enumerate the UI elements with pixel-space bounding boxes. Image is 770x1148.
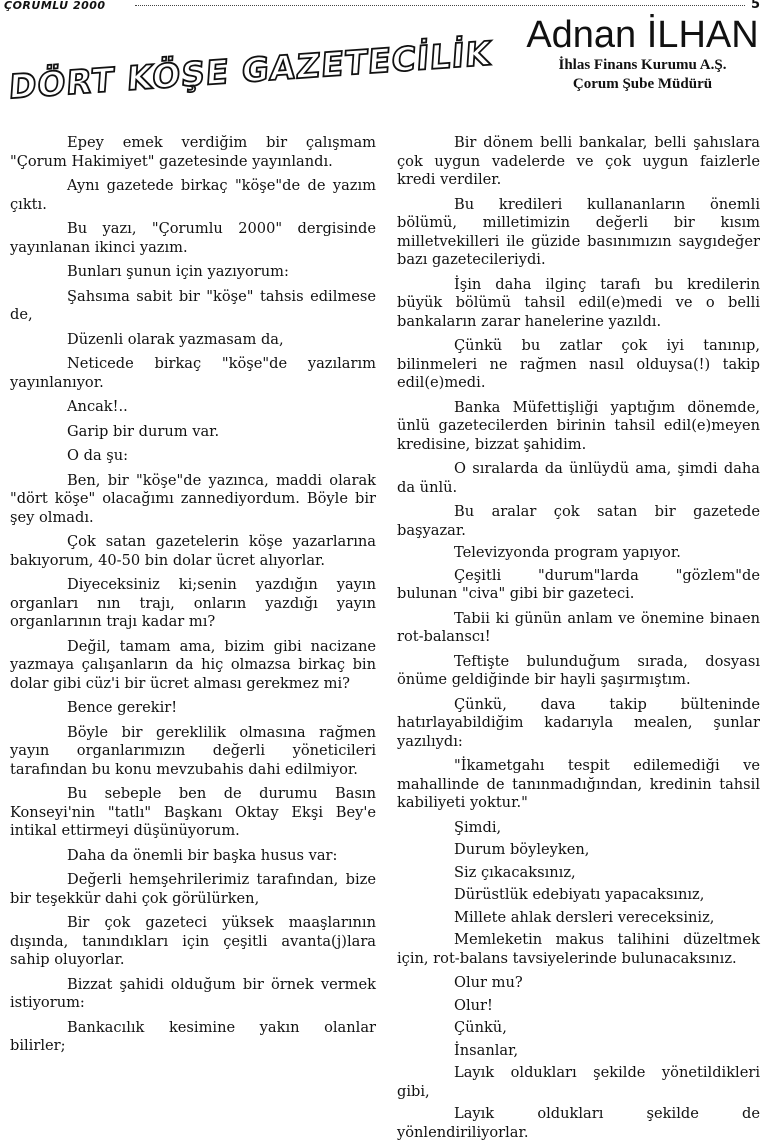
paragraph: Değil, tamam ama, bizim gibi nacizane yazmaya çalışanların da hiç olmazsa birkaç bin dolar gibi cüz'i bir ücret alması gerekmez mi? bbox=[10, 637, 376, 692]
paragraph: Bence gerekir! bbox=[67, 699, 178, 716]
paragraph: Daha da önemli bir başka husus var: bbox=[67, 846, 338, 864]
paragraph: Bu sebeple ben de durumu Basın Konseyi'nin "tatlı" Başkanı Oktay Ekşi Bey'e intikal ettirmeyi düşünüyorum. bbox=[10, 785, 376, 839]
paragraph: Millete ahlak dersleri vereceksiniz, bbox=[454, 908, 715, 926]
paragraph: Neticede birkaç "köşe"de yazılarım yayınlanıyor. bbox=[10, 355, 376, 391]
paragraph: Düzenli olarak yazmasam da, bbox=[67, 330, 284, 348]
paragraph: O sıralarda da ünlüydü ama, şimdi daha da ünlü. bbox=[397, 460, 760, 496]
paragraph: Bizzat şahidi olduğum bir örnek vermek istiyorum: bbox=[10, 975, 376, 1011]
paragraph: Çünkü bu zatlar çok iyi tanınıp, bilinmeleri ne rağmen nasıl olduysa(!) takip edil(e)medi. bbox=[397, 337, 760, 391]
paragraph: Bu yazı, "Çorumlu 2000" dergisinde yayınlanan ikinci yazım. bbox=[10, 220, 376, 256]
paragraph: Diyeceksiniz ki;senin yazdığın yayın organları nın trajı, onların yazdığı yayın organlarının trajı kadar mı? bbox=[10, 576, 376, 630]
paragraph: Garip bir durum var. bbox=[67, 422, 220, 440]
right-column bbox=[397, 134, 760, 1148]
paragraph: Dürüstlük edebiyatı yapacaksınız, bbox=[454, 886, 705, 903]
paragraph: Bunları şunun için yazıyorum: bbox=[67, 263, 289, 280]
logo-text: DÖRT KÖŞE GAZETECİLİK bbox=[7, 33, 494, 107]
author-block bbox=[515, 14, 770, 94]
header-dotted-rule bbox=[135, 5, 745, 6]
paragraph: Memleketin makus talihini düzeltmek için, rot-balans tavsiyelerinde bulunacaksınız. bbox=[397, 931, 760, 967]
paragraph: "İkametgahı tespit edilemediği ve mahallinde de tanınmadığından, kredinin tahsil kabiliyeti yoktur." bbox=[397, 757, 760, 811]
paragraph: Banka Müfettişliği yaptığım dönemde, ünlü gazetecilerden birinin tahsil edil(e)meyen kredisine, bizzat şahidim. bbox=[397, 398, 760, 453]
paragraph: Olur! bbox=[454, 996, 493, 1014]
paragraph: İşin daha ilginç tarafı bu kredilerin büyük bölümü tahsil edil(e)medi ve o belli bankaların zarar hanelerine yazıldı. bbox=[397, 275, 760, 330]
paragraph: Epey emek verdiğim bir çalışmam "Çorum Hakimiyet" gazetesinde yayınlandı. bbox=[10, 134, 376, 170]
paragraph: Çeşitli "durum"larda "gözlem"de bulunan "civa" gibi bir gazeteci. bbox=[397, 566, 760, 602]
paragraph: Teftişte bulunduğum sırada, dosyası önüme geldiğinde bir hayli şaşırmıştım. bbox=[397, 652, 760, 688]
paragraph: Bir dönem belli bankalar, belli şahıslara çok uygun vadelerde ve çok uygun faizlerle kredi verdiler. bbox=[397, 134, 760, 188]
column-logo bbox=[7, 25, 494, 115]
author-title-line2: Çorum Şube Müdürü bbox=[572, 76, 713, 92]
paragraph: Bankacılık kesimine yakın olanlar bilirler; bbox=[10, 1018, 376, 1054]
author-name: Adnan İLHAN bbox=[526, 14, 759, 56]
paragraph: O da şu: bbox=[67, 447, 129, 464]
paragraph: Televizyonda program yapıyor. bbox=[454, 544, 681, 561]
paragraph: Aynı gazetede birkaç "köşe"de de yazım çıktı. bbox=[10, 177, 376, 213]
paragraph: Layık oldukları şekilde yönetildikleri gibi, bbox=[397, 1064, 760, 1100]
paragraph: Şahsıma sabit bir "köşe" tahsis edilmese de, bbox=[10, 287, 376, 323]
paragraph: Tabii ki günün anlam ve önemine binaen rot-balanscı! bbox=[397, 609, 760, 645]
paragraph: Çünkü, dava takip bülteninde hatırlayabildiğim kadarıyla mealen, şunlar yazılıydı: bbox=[397, 695, 760, 750]
paragraph: Değerli hemşehrilerimiz tarafından, bize bir teşekkür dahi çok görülürken, bbox=[10, 871, 376, 907]
paragraph: Siz çıkacaksınız, bbox=[454, 863, 576, 881]
paragraph: Çünkü, bbox=[454, 1019, 507, 1036]
paragraph: Çok satan gazetelerin köşe yazarlarına bakıyorum, 40-50 bin dolar ücret alıyorlar. bbox=[10, 533, 376, 569]
paragraph: Ben, bir "köşe"de yazınca, maddi olarak "dört köşe" olacağımı zannediyordum. Böyle bir şey olmadı. bbox=[10, 471, 376, 526]
page-number: 5 bbox=[750, 0, 760, 12]
author-title-line1: İhlas Finans Kurumu A.Ş. bbox=[558, 57, 727, 73]
paragraph: İnsanlar, bbox=[454, 1041, 519, 1059]
paragraph: Olur mu? bbox=[454, 974, 523, 991]
paragraph: Layık oldukları şekilde de yönlendiriliyorlar. bbox=[397, 1105, 760, 1141]
publication-header: ÇORUMLU 2000 bbox=[4, 0, 106, 12]
paragraph: Böyle bir gereklilik olmasına rağmen yayın organlarımızın değerli yöneticileri tarafından bu konu mevzubahis dahi edilmiyor. bbox=[10, 723, 376, 778]
paragraph: Durum böyleyken, bbox=[454, 841, 590, 858]
paragraph: Şimdi, bbox=[454, 818, 502, 836]
paragraph: Bu kredileri kullananların önemli bölümü, milletimizin değerli bir kısım milletvekilleri ile güzide basınımızın saygıdeğer bazı gazetecileriydi. bbox=[397, 195, 760, 268]
left-column bbox=[10, 134, 376, 1062]
paragraph: Ancak!.. bbox=[67, 398, 128, 415]
paragraph: Bu aralar çok satan bir gazetede başyazar. bbox=[397, 503, 760, 539]
paragraph: Bir çok gazeteci yüksek maaşlarının dışında, tanındıkları için çeşitli avanta(j)lara sahip oluyorlar. bbox=[10, 914, 376, 968]
